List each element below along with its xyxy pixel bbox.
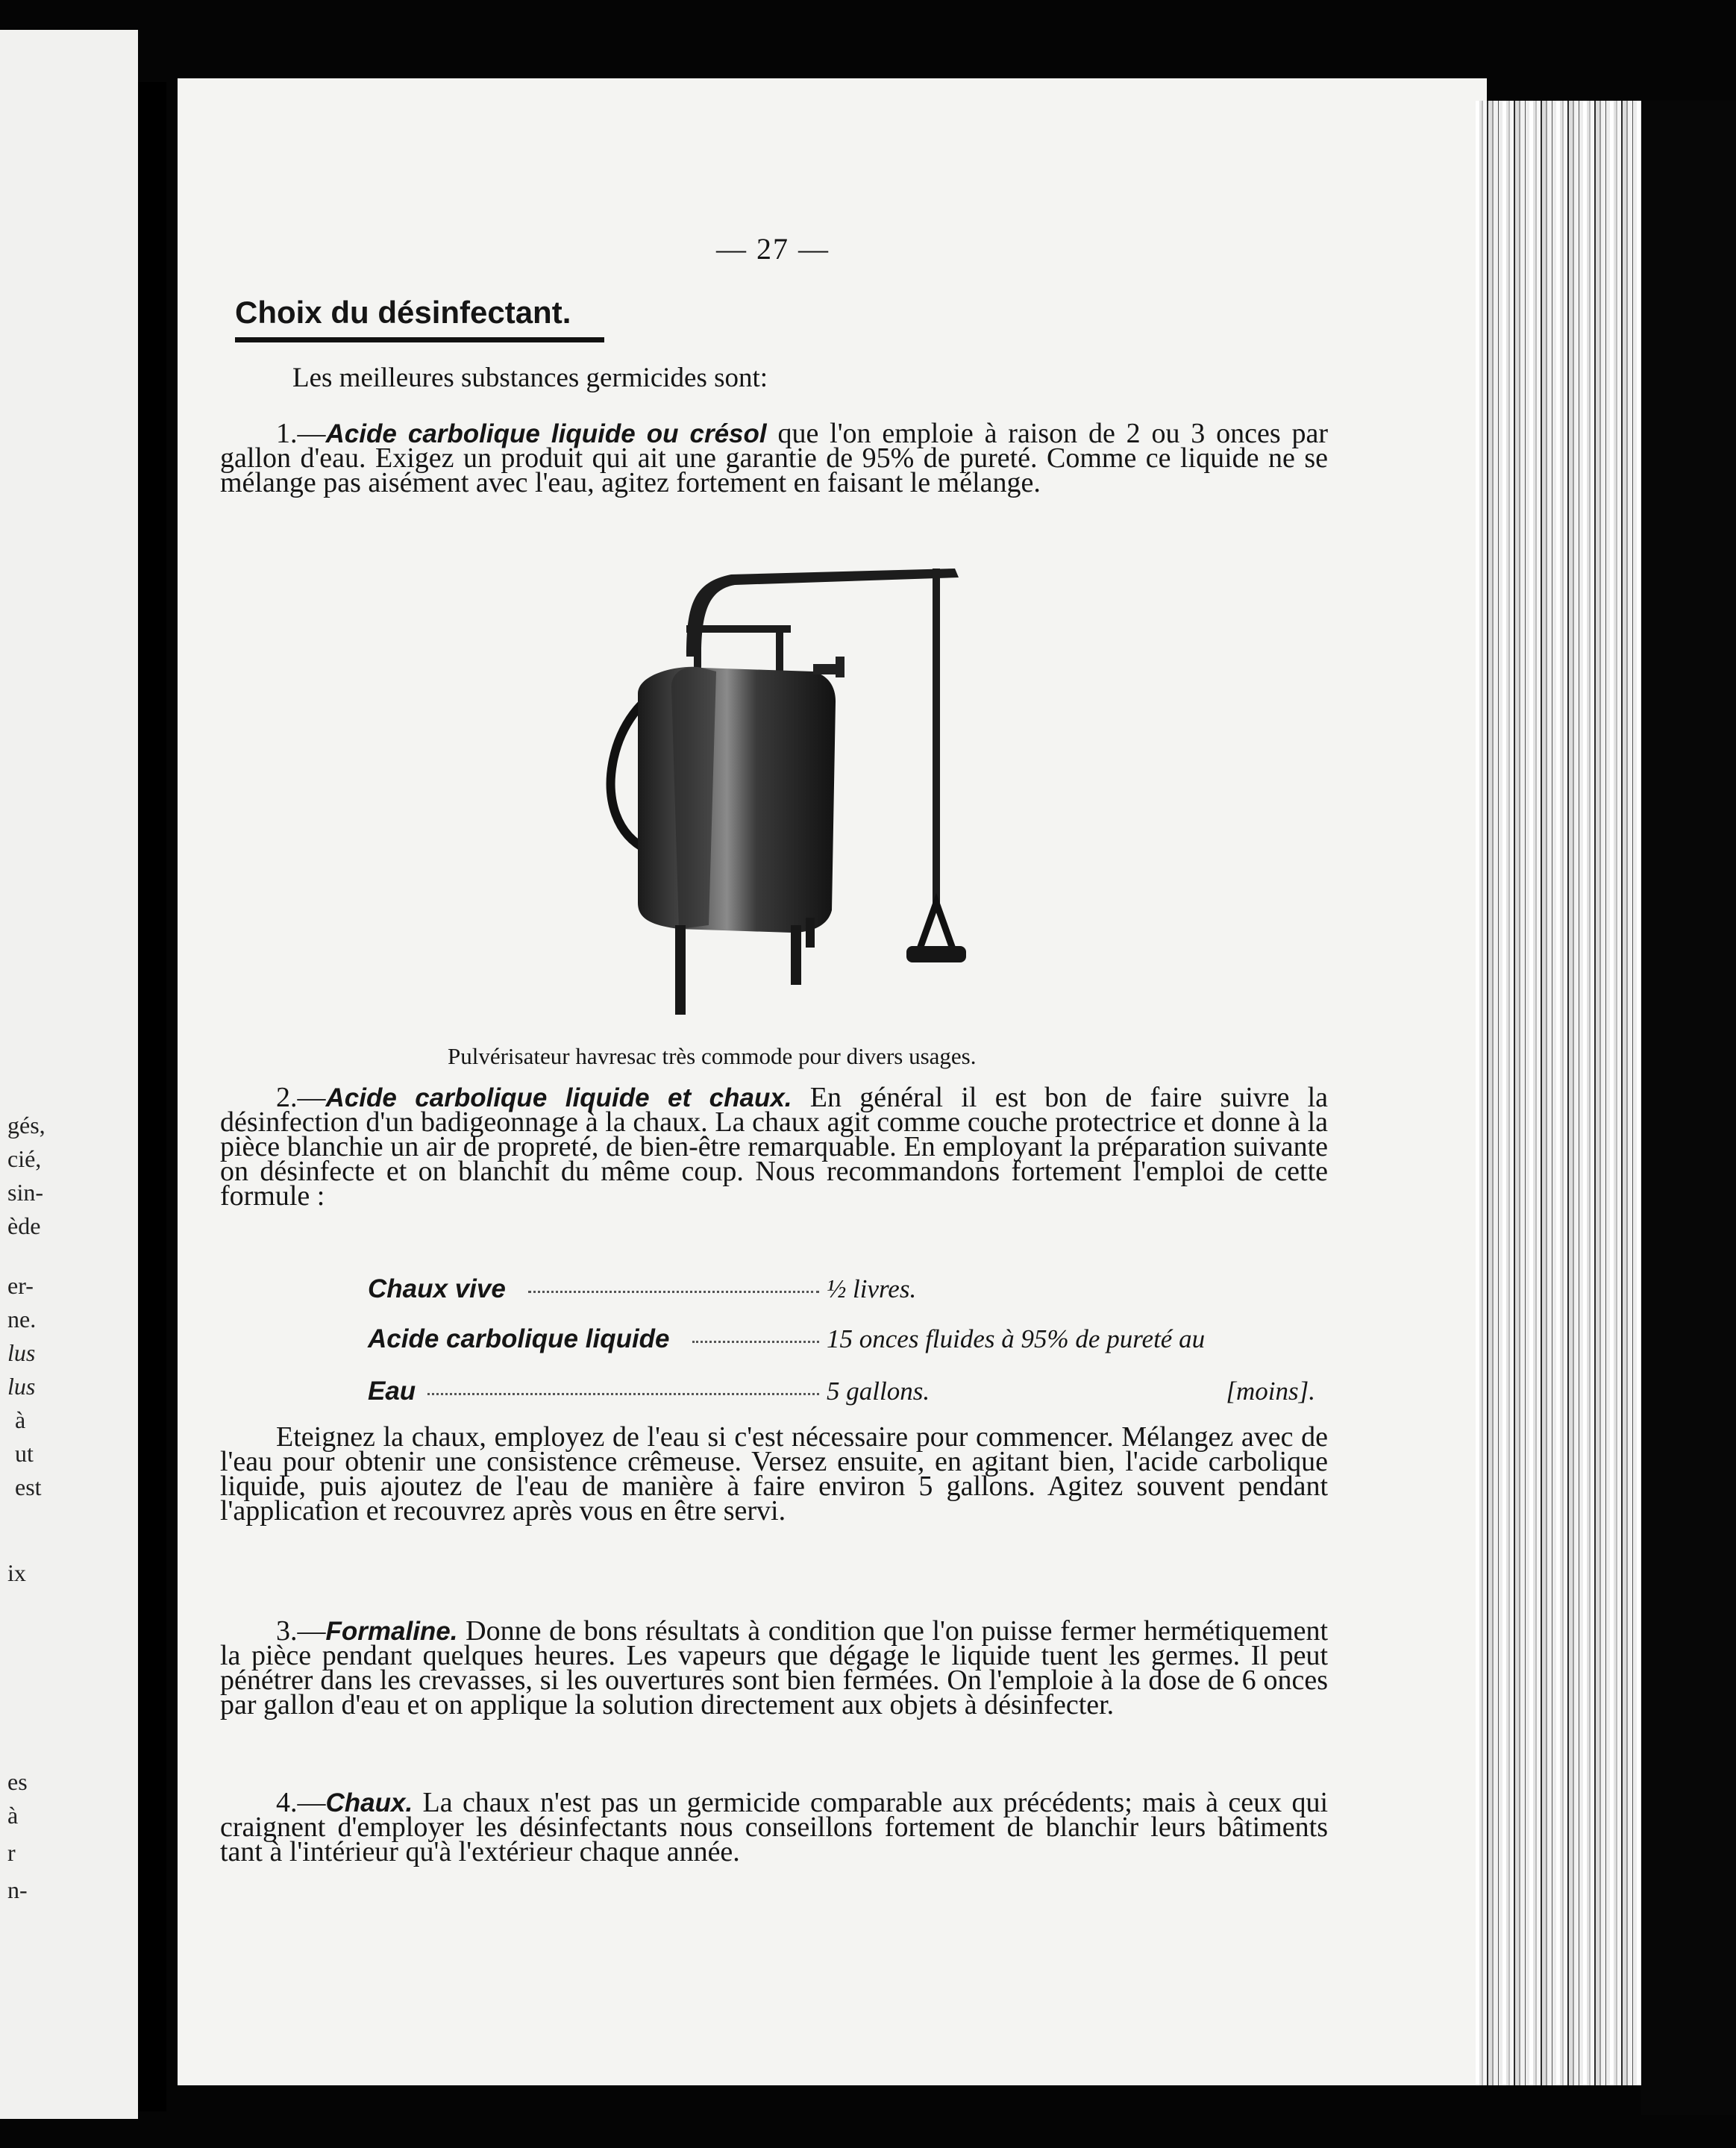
formula-note: [moins].: [1226, 1377, 1315, 1406]
knapsack-sprayer-illustration: [567, 552, 992, 1030]
left-page-fragment: r: [7, 1839, 16, 1866]
formula-row: [368, 1274, 1330, 1307]
item-number: 2.—: [276, 1082, 326, 1113]
item-term: Acide carbolique liquide ou crésol: [325, 419, 767, 448]
left-page-fragment: à: [7, 1802, 19, 1829]
left-page-fragment: ède: [7, 1212, 41, 1239]
paragraph-3: [220, 1615, 1328, 1720]
formula-ingredient: Eau: [368, 1377, 416, 1406]
illustration-caption: Pulvérisateur havresac très commode pour divers usages.: [448, 1043, 977, 1069]
left-page-fragment: cié,: [7, 1145, 42, 1172]
paragraph-1: [220, 418, 1328, 498]
paragraph-4: [220, 1787, 1328, 1867]
dot-leader: [427, 1393, 819, 1395]
formula-quantity: 5 gallons.: [827, 1377, 930, 1406]
item-term: Chaux.: [325, 1788, 413, 1817]
formula-ingredient: Chaux vive: [368, 1274, 506, 1303]
paragraph-text: En général il est bon de faire suivre la désinfection d'un badigeonnage à la chaux. La chaux agit comme couche protectrice et donne à la pièce blanchie un air de propreté, de bien-être remarquable. En employant la préparation suivante on désinfecte et on blanchit du même coup. Nous recommandons fortement l'emploi de cette formule :: [220, 1082, 1329, 1212]
paragraph-text: La chaux n'est pas un germicide comparable aux précédents; mais à ceux qui craignent d'employer les désinfectants nous conseillons fortement de blanchir leurs bâtiments tant à l'intérieur qu'à l'extérieur chaque année.: [220, 1787, 1328, 1867]
paragraph-instructions: Eteignez la chaux, employez de l'eau si c'est nécessaire pour commencer. Mélangez avec de l'eau pour obtenir une consistence crêmeuse. Versez ensuite, en agitant bien, l'acide carbolique liquide, puis ajoutez de l'eau de manière à faire environ 5 gallons. Agitez souvent pendant l'application et recouvrez après vous en être servi.: [220, 1421, 1328, 1527]
item-term: Acide carbolique liquide et chaux.: [325, 1083, 792, 1112]
formula-row: [368, 1324, 1330, 1357]
left-page-fragment: ut: [15, 1440, 34, 1467]
item-number: 3.—: [276, 1615, 326, 1647]
left-page-fragment: gés,: [7, 1112, 46, 1139]
paragraph-text: que l'on emploie à raison de 2 ou 3 onces par gallon d'eau. Exigez un produit qui ait une garantie de 95% de pureté. Comme ce liquide ne se mélange pas aisément avec l'eau, agitez fortement en faisant le mélange.: [220, 418, 1328, 498]
formula-quantity: 15 onces fluides à 95% de pureté au: [827, 1324, 1206, 1353]
formula-row: [368, 1377, 1330, 1409]
formula-ingredient: Acide carbolique liquide: [368, 1324, 670, 1353]
book-spine-shadow: [138, 82, 166, 2111]
dot-leader: [692, 1341, 819, 1343]
background-edge: [1641, 101, 1736, 2115]
intro-line: Les meilleures substances germicides sont:: [292, 363, 768, 393]
left-page-fragment: est: [15, 1474, 42, 1500]
section-heading: Choix du désinfectant.: [235, 295, 571, 330]
dot-leader: [528, 1291, 819, 1293]
left-page-fragment: ne.: [7, 1306, 37, 1333]
left-page-fragment: lus: [7, 1339, 36, 1366]
left-page-fragment: er-: [7, 1272, 34, 1299]
item-term: Formaline.: [325, 1617, 458, 1646]
left-page-fragment: es: [7, 1768, 28, 1795]
left-page-fragment: à: [15, 1406, 26, 1433]
left-page-fragment: lus: [7, 1373, 36, 1400]
paragraph-2: [220, 1082, 1329, 1212]
heading-underline: [235, 337, 604, 342]
item-number: 4.—: [276, 1787, 326, 1818]
item-number: 1.—: [276, 418, 326, 449]
paragraph-text: Donne de bons résultats à condition que l'on puisse fermer hermétiquement la pièce pendant quelques heures. Les vapeurs que dégage le liquide tuent les germes. Il peut pénétrer dans les crevasses, si les ouvertures sont bien fermées. On l'emploie à la dose de 6 onces par gallon d'eau et on applique la solution directement aux objets à désinfecter.: [220, 1615, 1328, 1720]
formula-quantity: ½ livres.: [827, 1274, 917, 1303]
left-page-fragment: sin-: [7, 1179, 43, 1206]
left-facing-page: [0, 30, 138, 2119]
left-page-fragment: ix: [7, 1559, 26, 1586]
page-number: — 27 —: [716, 232, 830, 266]
left-page-fragment: n-: [7, 1876, 28, 1903]
